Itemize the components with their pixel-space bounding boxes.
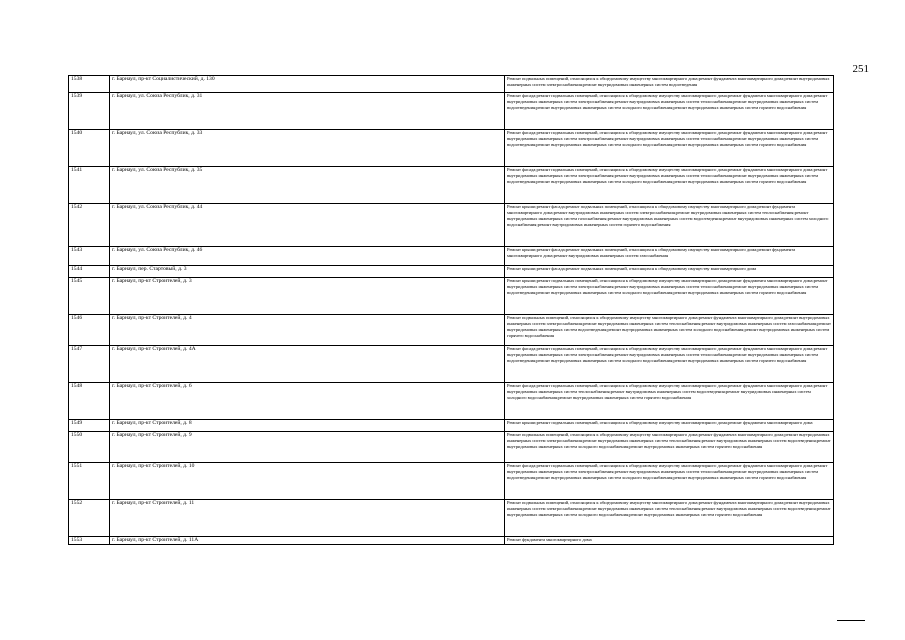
table-row	[69, 420, 834, 432]
row-number: 1549	[69, 420, 110, 432]
table-row	[69, 346, 834, 383]
row-work-types: Ремонт подвальных помещений, относящихся к общедомовому имуществу многоквартирного дома;ремонт фундамента многоквартирного дома;ремонт внутридомовых инженерных систем электроснабжения;ремонт внутридомовых инженерных систем водоотведения	[505, 76, 834, 93]
row-work-types: Ремонт подвальных помещений, относящихся к общедомовому имуществу многоквартирного дома;ремонт фундамента многоквартирного дома;ремонт внутридомовых инженерных систем электроснабжения;ремонт внутридомовых инженерных систем теплоснабжения;ремонт внутридомовых инженерных систем газоснабжения;ремонт внутридомовых инженерных систем водоотведения;ремонт внутридомовых инженерных систем холодного водоснабжения;ремонт внутридомовых инженерных систем горячего водоснабжения	[505, 315, 834, 346]
page-number: 251	[852, 63, 869, 75]
row-address: г. Барнаул, пр-кт Строителей, д. 8	[110, 420, 505, 432]
table-row	[69, 500, 834, 537]
table-row	[69, 266, 834, 278]
row-address: г. Барнаул, пр-кт Строителей, д. 6	[110, 383, 505, 420]
table-row	[69, 204, 834, 247]
row-work-types: Ремонт фасада;ремонт подвальных помещений, относящихся к общедомовому имуществу многоквартирного дома;ремонт фундамента многоквартирного дома;ремонт внутридомовых инженерных систем электроснабжения;ремонт внутридомовых инженерных систем теплоснабжения;ремонт внутридомовых инженерных систем водоотведения;ремонт внутридомовых инженерных систем холодного водоснабжения;ремонт внутридомовых инженерных систем горячего водоснабжения	[505, 93, 834, 130]
row-address: г. Барнаул, ул. Союза Республик, д. 46	[110, 247, 505, 266]
row-number: 1548	[69, 383, 110, 420]
table-row	[69, 93, 834, 130]
row-address: г. Барнаул, пер. Стартовый, д. 3	[110, 266, 505, 278]
row-number: 1553	[69, 537, 110, 545]
row-work-types: Ремонт крыши;ремонт фасада;ремонт подвальных помещений, относящихся к общедомовому имуществу многоквартирного дома;ремонт фундамента многоквартирного дома;ремонт внутридомовых инженерных систем газоснабжения	[505, 247, 834, 266]
row-address: г. Барнаул, пр-кт Строителей, д. 11А	[110, 537, 505, 545]
row-work-types: Ремонт фундамента многоквартирного дома	[505, 537, 834, 545]
row-address: г. Барнаул, пр-кт Строителей, д. 4А	[110, 346, 505, 383]
row-address: г. Барнаул, пр-кт Строителей, д. 4	[110, 315, 505, 346]
row-address: г. Барнаул, ул. Союза Республик, д. 44	[110, 204, 505, 247]
footer-rule	[837, 620, 865, 621]
table-row	[69, 76, 834, 93]
row-address: г. Барнаул, ул. Союза Республик, д. 31	[110, 93, 505, 130]
row-address: г. Барнаул, пр-кт Социалистический, д. 130	[110, 76, 505, 93]
row-address: г. Барнаул, пр-кт Строителей, д. 10	[110, 463, 505, 500]
row-address: г. Барнаул, ул. Союза Республик, д. 33	[110, 130, 505, 167]
row-number: 1550	[69, 432, 110, 463]
row-number: 1547	[69, 346, 110, 383]
table-row	[69, 315, 834, 346]
row-work-types: Ремонт фасада;ремонт подвальных помещений, относящихся к общедомовому имуществу многоквартирного дома;ремонт фундамента многоквартирного дома;ремонт внутридомовых инженерных систем электроснабжения;ремонт внутридомовых инженерных систем теплоснабжения;ремонт внутридомовых инженерных систем водоотведения;ремонт внутридомовых инженерных систем холодного водоснабжения;ремонт внутридомовых инженерных систем горячего водоснабжения	[505, 130, 834, 167]
row-number: 1541	[69, 167, 110, 204]
table-row	[69, 537, 834, 545]
row-address: г. Барнаул, ул. Союза Республик, д. 35	[110, 167, 505, 204]
row-number: 1542	[69, 204, 110, 247]
row-number: 1540	[69, 130, 110, 167]
row-work-types: Ремонт фасада;ремонт подвальных помещений, относящихся к общедомовому имуществу многоквартирного дома;ремонт фундамента многоквартирного дома;ремонт внутридомовых инженерных систем теплоснабжения;ремонт внутридомовых инженерных систем водоотведения;ремонт внутридомовых инженерных систем холодного водоснабжения;ремонт внутридомовых инженерных систем горячего водоснабжения	[505, 383, 834, 420]
row-address: г. Барнаул, пр-кт Строителей, д. 3	[110, 278, 505, 315]
row-work-types: Ремонт фасада;ремонт подвальных помещений, относящихся к общедомовому имуществу многоквартирного дома;ремонт фундамента многоквартирного дома;ремонт внутридомовых инженерных систем электроснабжения;ремонт внутридомовых инженерных систем теплоснабжения;ремонт внутридомовых инженерных систем водоотведения;ремонт внутридомовых инженерных систем холодного водоснабжения;ремонт внутридомовых инженерных систем горячего водоснабжения	[505, 463, 834, 500]
row-number: 1539	[69, 93, 110, 130]
row-number: 1552	[69, 500, 110, 537]
table-row	[69, 130, 834, 167]
table-row	[69, 432, 834, 463]
row-work-types: Ремонт крыши;ремонт подвальных помещений, относящихся к общедомовому имуществу многоквартирного дома;ремонт фундамента многоквартирного дома	[505, 420, 834, 432]
registry-table	[68, 75, 834, 545]
table-row	[69, 278, 834, 315]
row-work-types: Ремонт крыши;ремонт подвальных помещений, относящихся к общедомовому имуществу многоквартирного дома;ремонт фундамента многоквартирного дома;ремонт внутридомовых инженерных систем электроснабжения;ремонт внутридомовых инженерных систем теплоснабжения;ремонт внутридомовых инженерных систем водоотведения;ремонт внутридомовых инженерных систем холодного водоснабжения;ремонт внутридомовых инженерных систем горячего водоснабжения	[505, 278, 834, 315]
row-work-types: Ремонт крыши;ремонт фасада;ремонт подвальных помещений, относящихся к общедомовому имуществу многоквартирного дома;ремонт фундамента многоквартирного дома;ремонт внутридомовых инженерных систем электроснабжения;ремонт внутридомовых инженерных систем теплоснабжения;ремонт внутридомовых инженерных систем газоснабжения;ремонт внутридомовых инженерных систем водоотведения;ремонт внутридомовых инженерных систем холодного водоснабжения;ремонт внутридомовых инженерных систем горячего водоснабжения	[505, 204, 834, 247]
row-work-types: Ремонт крыши;ремонт фасада;ремонт подвальных помещений, относящихся к общедомовому имуществу многоквартирного дома	[505, 266, 834, 278]
row-number: 1545	[69, 278, 110, 315]
row-work-types: Ремонт подвальных помещений, относящихся к общедомовому имуществу многоквартирного дома;ремонт фундамента многоквартирного дома;ремонт внутридомовых инженерных систем электроснабжения;ремонт внутридомовых инженерных систем теплоснабжения;ремонт внутридомовых инженерных систем водоотведения;ремонт внутридомовых инженерных систем холодного водоснабжения;ремонт внутридомовых инженерных систем горячего водоснабжения	[505, 432, 834, 463]
row-number: 1546	[69, 315, 110, 346]
table-row	[69, 383, 834, 420]
row-address: г. Барнаул, пр-кт Строителей, д. 11	[110, 500, 505, 537]
row-address: г. Барнаул, пр-кт Строителей, д. 9	[110, 432, 505, 463]
row-work-types: Ремонт фасада;ремонт подвальных помещений, относящихся к общедомовому имуществу многоквартирного дома;ремонт фундамента многоквартирного дома;ремонт внутридомовых инженерных систем электроснабжения;ремонт внутридомовых инженерных систем теплоснабжения;ремонт внутридомовых инженерных систем водоотведения;ремонт внутридомовых инженерных систем холодного водоснабжения;ремонт внутридомовых инженерных систем горячего водоснабжения	[505, 346, 834, 383]
table-row	[69, 167, 834, 204]
table-row	[69, 247, 834, 266]
row-number: 1543	[69, 247, 110, 266]
table-row	[69, 463, 834, 500]
row-work-types: Ремонт подвальных помещений, относящихся к общедомовому имуществу многоквартирного дома;ремонт фундамента многоквартирного дома;ремонт внутридомовых инженерных систем электроснабжения;ремонт внутридомовых инженерных систем теплоснабжения;ремонт внутридомовых инженерных систем водоотведения;ремонт внутридомовых инженерных систем холодного водоснабжения;ремонт внутридомовых инженерных систем горячего водоснабжения	[505, 500, 834, 537]
registry-table-body	[69, 76, 834, 545]
row-number: 1538	[69, 76, 110, 93]
row-number: 1551	[69, 463, 110, 500]
row-work-types: Ремонт фасада;ремонт подвальных помещений, относящихся к общедомовому имуществу многоквартирного дома;ремонт фундамента многоквартирного дома;ремонт внутридомовых инженерных систем электроснабжения;ремонт внутридомовых инженерных систем теплоснабжения;ремонт внутридомовых инженерных систем водоотведения;ремонт внутридомовых инженерных систем холодного водоснабжения;ремонт внутридомовых инженерных систем горячего водоснабжения	[505, 167, 834, 204]
row-number: 1544	[69, 266, 110, 278]
